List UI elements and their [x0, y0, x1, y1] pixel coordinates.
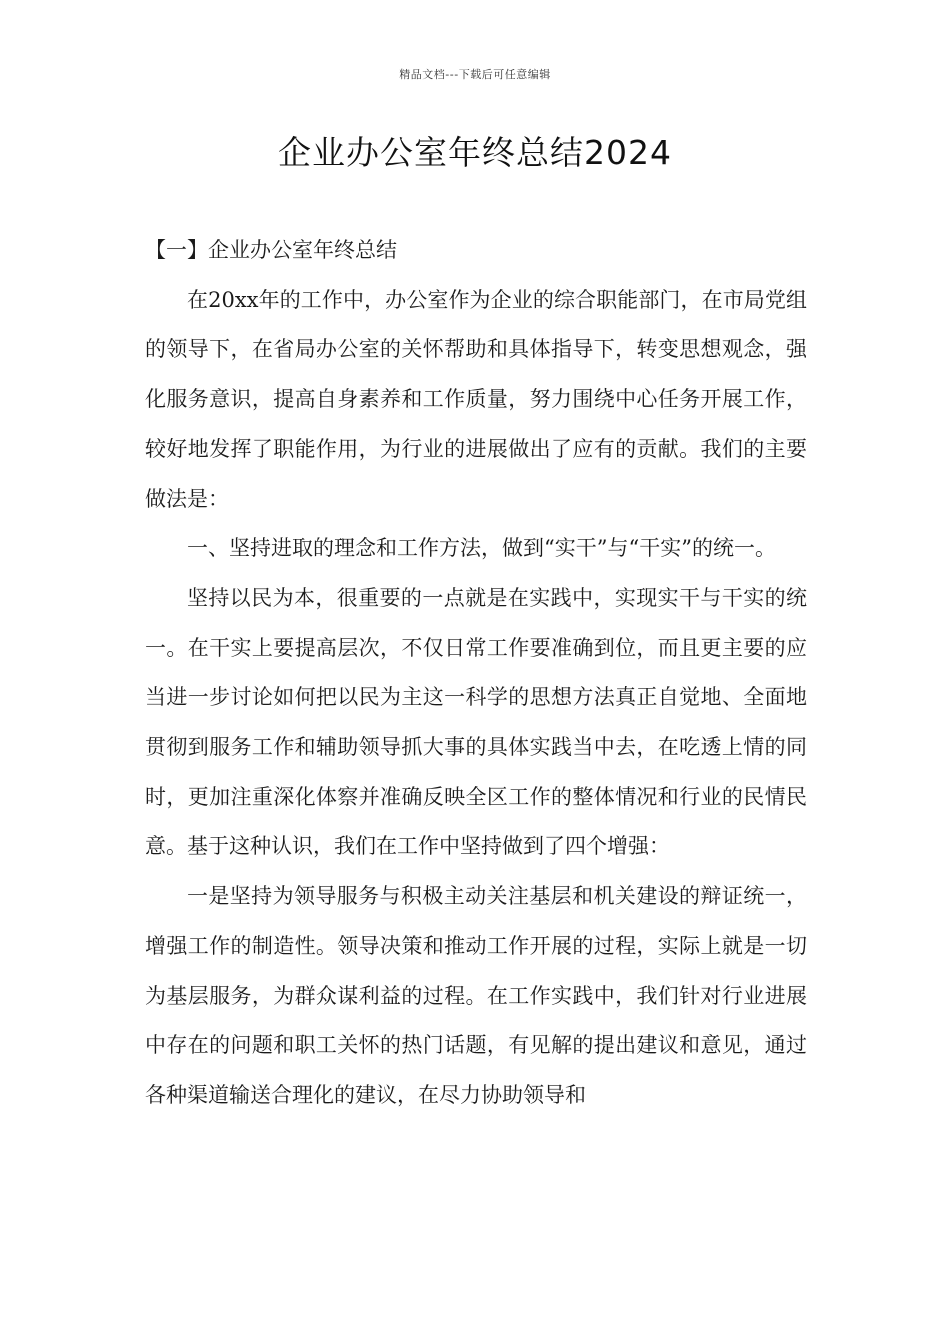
paragraph-3: 坚持以民为本，很重要的一点就是在实践中，实现实干与干实的统一。在干实上要提高层次，不仅日常工作要准确到位，而且更主要的应当进一步讨论如何把以民为主这一科学的思想方法真正自觉地、全面地贯彻到服务工作和辅助领导抓大事的具体实践当中去，在吃透上情的同时，更加注重深化体察并准确反映全区工作的整体情况和行业的民情民意。基于这种认识，我们在工作中坚持做到了四个增强： — [145, 585, 807, 859]
document-body — [145, 226, 807, 1121]
paragraph-2: 一、坚持进取的理念和工作方法，做到“实干”与“干实”的统一。 — [187, 536, 776, 561]
section-heading: 【一】企业办公室年终总结 — [145, 238, 397, 262]
paragraph-1: 在20xx年的工作中，办公室作为企业的综合职能部门，在市局党组的领导下，在省局办公室的关怀帮助和具体指导下，转变思想观念，强化服务意识，提高自身素养和工作质量，努力围绕中心任务开展工作，较好地发挥了职能作用，为行业的进展做出了应有的贡献。我们的主要做法是： — [145, 287, 807, 511]
header-note: 精品文档---下载后可任意编辑 — [399, 68, 551, 81]
document-title: 企业办公室年终总结2024 — [278, 133, 672, 172]
paragraph-4: 一是坚持为领导服务与积极主动关注基层和机关建设的辩证统一，增强工作的制造性。领导决策和推动工作开展的过程，实际上就是一切为基层服务，为群众谋利益的过程。在工作实践中，我们针对行业进展中存在的问题和职工关怀的热门话题，有见解的提出建议和意见，通过各种渠道输送合理化的建议，在尽力协助领导和 — [145, 884, 807, 1107]
